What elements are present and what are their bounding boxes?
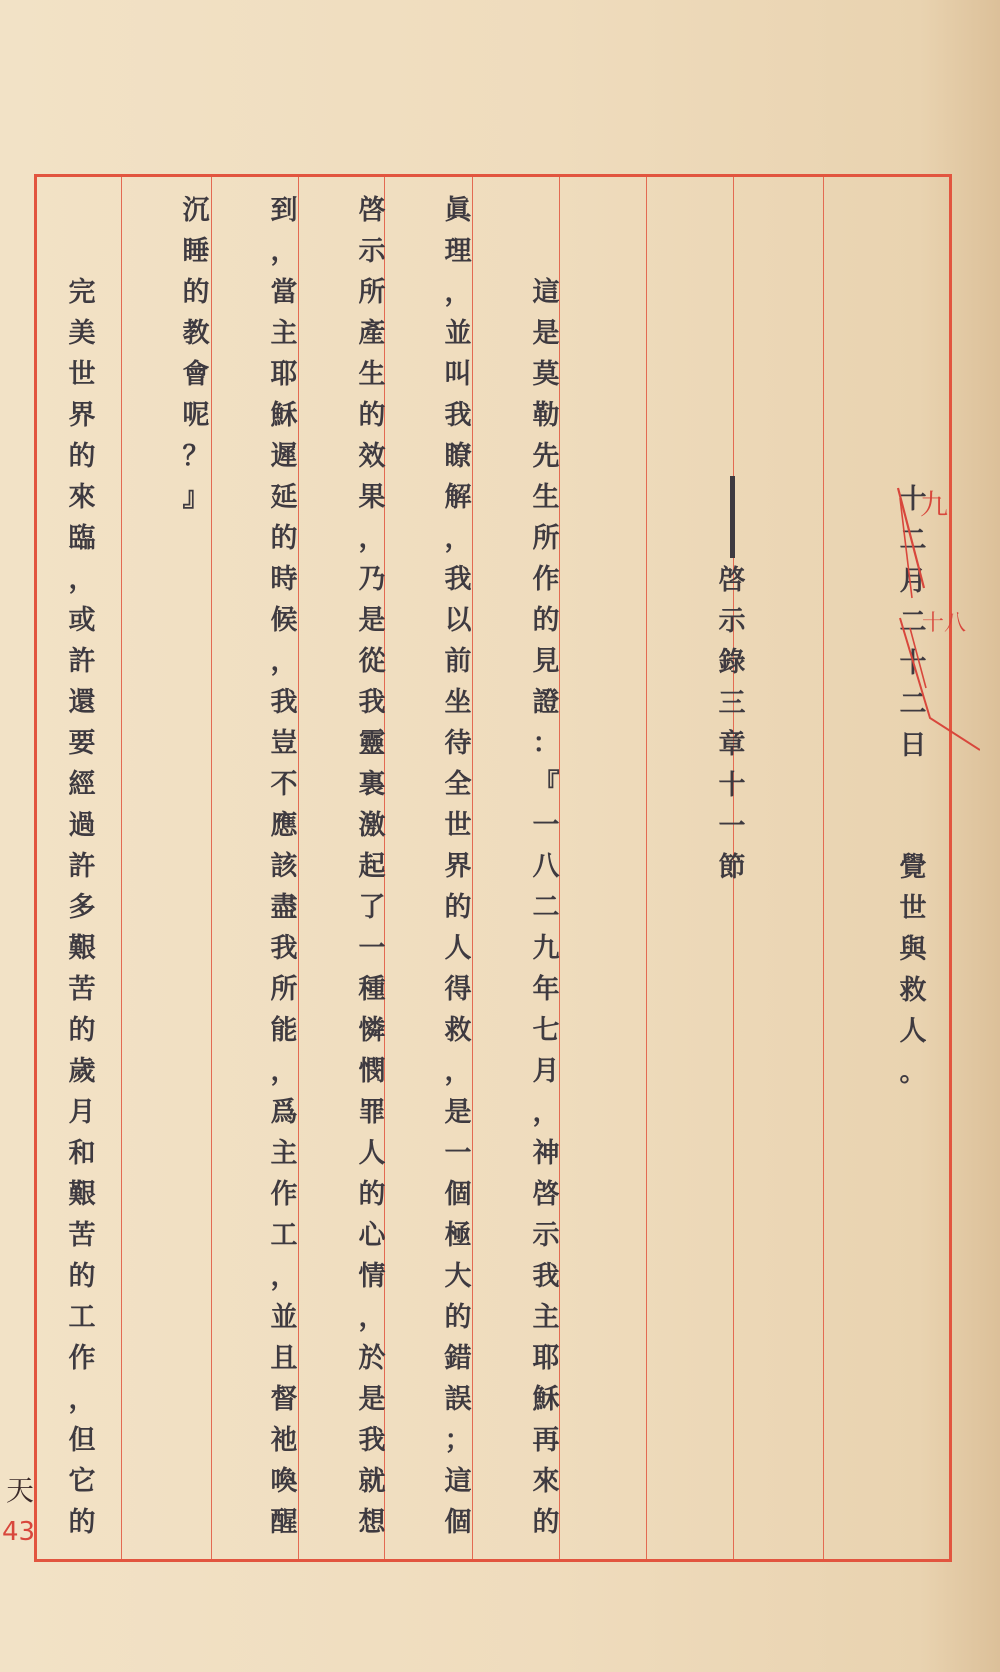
glyph: 是 xyxy=(358,605,386,636)
glyph: 當 xyxy=(270,277,298,308)
glyph: 日 xyxy=(899,730,927,761)
glyph: 的 xyxy=(444,892,472,923)
glyph: 產 xyxy=(358,318,386,349)
glyph: 啓 xyxy=(358,195,386,226)
glyph: 界 xyxy=(444,851,472,882)
glyph: 個 xyxy=(444,1507,472,1538)
glyph: ： xyxy=(532,728,560,759)
glyph: ， xyxy=(68,564,96,595)
glyph: 人 xyxy=(358,1138,386,1169)
glyph: 的 xyxy=(68,441,96,472)
glyph: 工 xyxy=(68,1302,96,1333)
glyph: 一 xyxy=(532,810,560,841)
glyph: 主 xyxy=(270,318,298,349)
glyph: 的 xyxy=(358,1179,386,1210)
glyph: 得 xyxy=(444,974,472,1005)
glyph: 遲 xyxy=(270,441,298,472)
glyph: 的 xyxy=(532,1507,560,1538)
glyph: 生 xyxy=(358,359,386,390)
glyph: 個 xyxy=(444,1179,472,1210)
glyph: 爲 xyxy=(270,1097,298,1128)
glyph: 叫 xyxy=(444,359,472,390)
handwritten-page-number xyxy=(2,1468,44,1548)
glyph: 世 xyxy=(444,810,472,841)
page-number-upper: 天 xyxy=(6,1474,35,1507)
glyph: 二 xyxy=(899,607,927,638)
manuscript-grid-frame xyxy=(34,174,952,1562)
glyph: 的 xyxy=(444,1302,472,1333)
glyph: 過 xyxy=(68,810,96,841)
glyph: 穌 xyxy=(270,400,298,431)
glyph: ， xyxy=(270,1056,298,1087)
page-number-lower: 43 xyxy=(2,1517,36,1547)
glyph: 美 xyxy=(68,318,96,349)
glyph: 人 xyxy=(899,1016,927,1047)
glyph: 但 xyxy=(68,1425,96,1456)
glyph: ， xyxy=(358,1302,386,1333)
glyph: 經 xyxy=(68,769,96,800)
glyph: 情 xyxy=(358,1261,386,1292)
glyph: 喚 xyxy=(270,1466,298,1497)
glyph: 是 xyxy=(444,1097,472,1128)
glyph: 年 xyxy=(532,974,560,1005)
glyph: 一 xyxy=(718,811,746,842)
glyph: 作 xyxy=(68,1343,96,1374)
glyph: 界 xyxy=(68,400,96,431)
glyph: ， xyxy=(270,236,298,267)
glyph: 我 xyxy=(444,400,472,431)
handwritten-date-correction xyxy=(890,478,980,758)
glyph: 臨 xyxy=(68,523,96,554)
glyph: ？ xyxy=(182,441,210,472)
glyph: 作 xyxy=(532,564,560,595)
glyph: 世 xyxy=(68,359,96,390)
glyph: 以 xyxy=(444,605,472,636)
glyph: 我 xyxy=(444,564,472,595)
glyph: 候 xyxy=(270,605,298,636)
glyph: 穌 xyxy=(532,1384,560,1415)
glyph: 工 xyxy=(270,1220,298,1251)
glyph: 果 xyxy=(358,482,386,513)
body-column-1 xyxy=(528,272,564,1543)
glyph: 的 xyxy=(532,605,560,636)
glyph: 多 xyxy=(68,892,96,923)
column-rule xyxy=(646,177,647,1559)
glyph: 全 xyxy=(444,769,472,800)
glyph: 前 xyxy=(444,646,472,677)
glyph: 並 xyxy=(270,1302,298,1333)
glyph: ， xyxy=(444,277,472,308)
glyph: 憫 xyxy=(358,1056,386,1087)
glyph: 月 xyxy=(532,1056,560,1087)
glyph: 且 xyxy=(270,1343,298,1374)
glyph: 所 xyxy=(270,974,298,1005)
glyph: 裏 xyxy=(358,769,386,800)
glyph: 的 xyxy=(68,1261,96,1292)
citation-text xyxy=(714,560,750,888)
glyph: 我 xyxy=(270,933,298,964)
glyph: 啓 xyxy=(532,1179,560,1210)
glyph: 。 xyxy=(899,1057,927,1088)
glyph: 示 xyxy=(358,236,386,267)
glyph: 這 xyxy=(532,277,560,308)
glyph: 的 xyxy=(358,400,386,431)
glyph: 十 xyxy=(899,484,927,515)
glyph: 我 xyxy=(532,1261,560,1292)
body-column-2 xyxy=(440,190,476,1543)
glyph: 救 xyxy=(444,1015,472,1046)
glyph: 生 xyxy=(532,482,560,513)
glyph: 這 xyxy=(444,1466,472,1497)
glyph: 錄 xyxy=(718,647,746,678)
glyph: 從 xyxy=(358,646,386,677)
glyph: 督 xyxy=(270,1384,298,1415)
glyph: 耶 xyxy=(270,359,298,390)
glyph: ， xyxy=(358,523,386,554)
glyph: 眞 xyxy=(444,195,472,226)
glyph: 極 xyxy=(444,1220,472,1251)
glyph: 耶 xyxy=(532,1343,560,1374)
glyph: 二 xyxy=(899,525,927,556)
glyph: 節 xyxy=(718,852,746,883)
glyph: 艱 xyxy=(68,1179,96,1210)
glyph: 了 xyxy=(358,892,386,923)
glyph: 來 xyxy=(532,1466,560,1497)
glyph: 呢 xyxy=(182,400,210,431)
glyph: 作 xyxy=(270,1179,298,1210)
glyph: 三 xyxy=(718,688,746,719)
glyph: 教 xyxy=(182,318,210,349)
glyph: 或 xyxy=(68,605,96,636)
glyph: 救 xyxy=(899,975,927,1006)
glyph: 要 xyxy=(68,728,96,759)
glyph: 完 xyxy=(68,277,96,308)
glyph: 理 xyxy=(444,236,472,267)
glyph: 的 xyxy=(270,523,298,554)
glyph: 不 xyxy=(270,769,298,800)
glyph: 它 xyxy=(68,1466,96,1497)
glyph: ， xyxy=(444,523,472,554)
body-column-5 xyxy=(178,190,214,518)
column-rule xyxy=(121,177,122,1559)
glyph: 主 xyxy=(532,1302,560,1333)
glyph: 我 xyxy=(358,687,386,718)
glyph: 是 xyxy=(532,318,560,349)
glyph: 七 xyxy=(532,1015,560,1046)
glyph: 我 xyxy=(358,1425,386,1456)
glyph: 乃 xyxy=(358,564,386,595)
glyph: 坐 xyxy=(444,687,472,718)
glyph: 盡 xyxy=(270,892,298,923)
glyph: 』 xyxy=(182,482,210,513)
glyph: 二 xyxy=(532,892,560,923)
glyph: 所 xyxy=(358,277,386,308)
glyph: 二 xyxy=(899,689,927,720)
glyph: 苦 xyxy=(68,974,96,1005)
glyph: 大 xyxy=(444,1261,472,1292)
glyph: 八 xyxy=(532,851,560,882)
glyph: 睡 xyxy=(182,236,210,267)
glyph: 一 xyxy=(444,1138,472,1169)
glyph: 起 xyxy=(358,851,386,882)
glyph: 歲 xyxy=(68,1056,96,1087)
glyph: 豈 xyxy=(270,728,298,759)
glyph: 證 xyxy=(532,687,560,718)
glyph: 心 xyxy=(358,1220,386,1251)
glyph: 神 xyxy=(532,1138,560,1169)
glyph: 世 xyxy=(899,893,927,924)
glyph: 月 xyxy=(68,1097,96,1128)
glyph: 該 xyxy=(270,851,298,882)
glyph: 於 xyxy=(358,1343,386,1374)
glyph: 靈 xyxy=(358,728,386,759)
glyph: ， xyxy=(532,1097,560,1128)
annotation-eighteen: 十八 xyxy=(922,611,967,636)
glyph: 一 xyxy=(358,933,386,964)
glyph: 我 xyxy=(270,687,298,718)
glyph: 的 xyxy=(68,1507,96,1538)
glyph: 是 xyxy=(358,1384,386,1415)
glyph: 啓 xyxy=(718,565,746,596)
glyph: 的 xyxy=(68,1015,96,1046)
glyph: 示 xyxy=(532,1220,560,1251)
glyph: 示 xyxy=(718,606,746,637)
glyph: 延 xyxy=(270,482,298,513)
glyph: 所 xyxy=(532,523,560,554)
glyph: 十 xyxy=(718,770,746,801)
annotation-nine: 九 xyxy=(920,488,949,521)
glyph: 許 xyxy=(68,646,96,677)
glyph: 莫 xyxy=(532,359,560,390)
glyph: 和 xyxy=(68,1138,96,1169)
glyph: 待 xyxy=(444,728,472,759)
glyph: ， xyxy=(270,646,298,677)
glyph: 的 xyxy=(182,277,210,308)
glyph: 還 xyxy=(68,687,96,718)
glyph: 激 xyxy=(358,810,386,841)
glyph: 效 xyxy=(358,441,386,472)
column-rule xyxy=(823,177,824,1559)
glyph: 並 xyxy=(444,318,472,349)
glyph: 醒 xyxy=(270,1507,298,1538)
body-column-6 xyxy=(64,272,100,1543)
glyph: 憐 xyxy=(358,1015,386,1046)
glyph: 再 xyxy=(532,1425,560,1456)
glyph: 見 xyxy=(532,646,560,677)
glyph: 解 xyxy=(444,482,472,513)
glyph: 月 xyxy=(899,566,927,597)
glyph: 會 xyxy=(182,359,210,390)
glyph: 祂 xyxy=(270,1425,298,1456)
glyph: 能 xyxy=(270,1015,298,1046)
header-title xyxy=(895,847,931,1093)
glyph: 瞭 xyxy=(444,441,472,472)
glyph: 誤 xyxy=(444,1384,472,1415)
body-column-3 xyxy=(354,190,390,1543)
glyph: 主 xyxy=(270,1138,298,1169)
glyph: 應 xyxy=(270,810,298,841)
body-column-4 xyxy=(266,190,302,1543)
glyph: 『 xyxy=(532,769,560,800)
glyph: 錯 xyxy=(444,1343,472,1374)
glyph: 勒 xyxy=(532,400,560,431)
glyph: 沉 xyxy=(182,195,210,226)
glyph: 覺 xyxy=(899,852,927,883)
glyph: 九 xyxy=(532,933,560,964)
glyph: 先 xyxy=(532,441,560,472)
glyph: 十 xyxy=(899,648,927,679)
glyph: 時 xyxy=(270,564,298,595)
glyph: 苦 xyxy=(68,1220,96,1251)
glyph: 就 xyxy=(358,1466,386,1497)
glyph: ， xyxy=(270,1261,298,1292)
glyph: ， xyxy=(444,1056,472,1087)
glyph: 艱 xyxy=(68,933,96,964)
glyph: 章 xyxy=(718,729,746,760)
glyph: 許 xyxy=(68,851,96,882)
glyph: 罪 xyxy=(358,1097,386,1128)
citation-dash xyxy=(730,476,735,558)
glyph: 到 xyxy=(270,195,298,226)
glyph: 想 xyxy=(358,1507,386,1538)
glyph: 來 xyxy=(68,482,96,513)
glyph: ， xyxy=(68,1384,96,1415)
glyph: 與 xyxy=(899,934,927,965)
glyph: ； xyxy=(444,1425,472,1456)
glyph: 人 xyxy=(444,933,472,964)
glyph: 種 xyxy=(358,974,386,1005)
